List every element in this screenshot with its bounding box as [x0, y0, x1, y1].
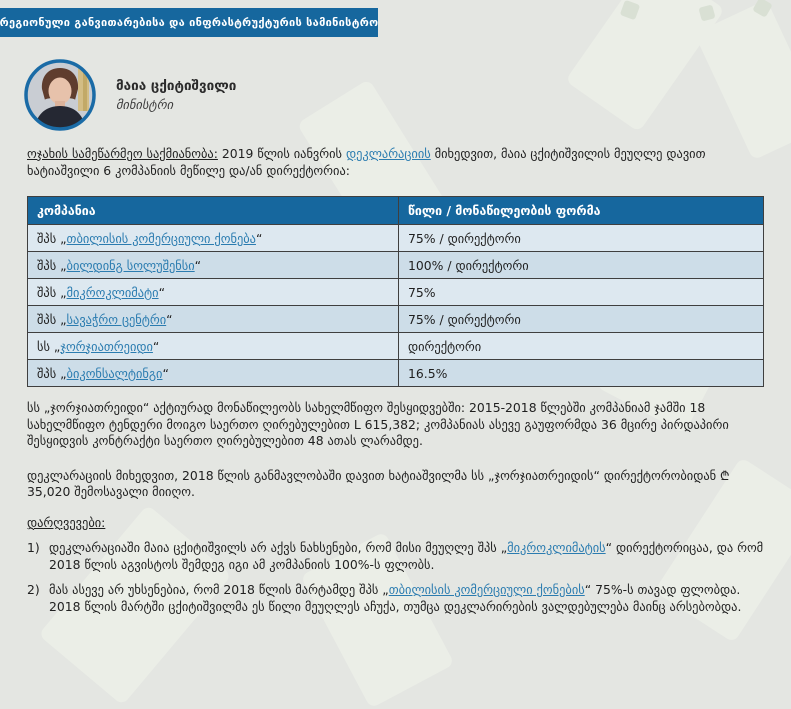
share-cell: დირექტორი: [399, 333, 764, 360]
table-header-share: წილი / მონაწილეობის ფორმა: [399, 197, 764, 225]
declaration-link[interactable]: დეკლარაციის: [345, 146, 431, 161]
company-link-tbilisi-commercial-property[interactable]: თბილისის კომერციული ქონება: [66, 230, 256, 246]
company-link-microclimate[interactable]: მიკროკლიმატი: [66, 284, 159, 300]
company-cell: [28, 252, 399, 279]
minister-portrait-image: [24, 59, 96, 131]
violation-text-after-link: “ 75%-ს თავად ფლობდა. 2018 წლის მარტში ცქიტიშვილმა ეს წილი მეუღლეს აჩუქა, თუმცა დეკლარირების ვალდებულება მაინც არსებობდა.: [49, 582, 742, 614]
share-cell: 16.5%: [399, 360, 764, 387]
share-cell: 75% / დირექტორი: [399, 225, 764, 252]
table-row: [28, 360, 764, 387]
violation-text-before-link: დეკლარაციაში მაია ცქიტიშვილს არ აქვს ნახსენები, რომ მისი მეუღლე შპს „: [49, 540, 508, 555]
intro-paragraph: [27, 146, 765, 179]
company-prefix: შპს „: [37, 284, 67, 300]
violation-number: 1): [27, 540, 40, 555]
table-row: [28, 225, 764, 252]
violation-text: [49, 540, 765, 573]
company-prefix: შპს „: [37, 257, 67, 273]
report-content: [27, 146, 765, 615]
company-suffix: “: [166, 311, 173, 327]
ministry-title: რეგიონული განვითარებისა და ინფრასტრუქტურის სამინისტრო: [0, 16, 379, 29]
company-cell: [28, 306, 399, 333]
company-suffix: “: [194, 257, 202, 273]
company-suffix: “: [255, 230, 263, 246]
share-cell: 75% / დირექტორი: [399, 306, 764, 333]
company-suffix: “: [152, 338, 160, 354]
company-suffix: “: [162, 365, 169, 381]
violation-item-2: [27, 582, 765, 615]
company-cell: [28, 333, 399, 360]
family-business-label: ოჯახის სამეწარმეო საქმიანობა:: [27, 146, 218, 161]
company-prefix: შპს „: [37, 365, 67, 381]
table-row: [28, 252, 764, 279]
company-suffix: “: [158, 284, 165, 300]
companies-table: [27, 196, 764, 387]
table-header-row: [28, 197, 764, 225]
minister-profile: [24, 59, 236, 131]
violation-number: 2): [27, 582, 40, 597]
violations-heading: დარღვევები:: [27, 514, 106, 530]
procurement-paragraph: სს „ჯორჯიათრეიდი“ აქტიურად მონაწილეობს სახელმწიფო შესყიდვებში: 2015-2018 წლებში კომპანიამ ჯამში 18 სახელმწიფო ტენდერი მოიგო საერთო ღირებულებით L 615,382; კომპანიას ასევე გაუფორმდა 36 მცირე პირდაპირი შესყიდვის კონტრაქტი საერთო ღირებულებით 48 ათას ლარამდე.: [27, 400, 729, 448]
table-row: [28, 279, 764, 306]
table-row: [28, 333, 764, 360]
company-link-trade-center[interactable]: სავაჭრო ცენტრი: [66, 311, 167, 327]
company-prefix: შპს „: [37, 311, 67, 327]
minister-info: [116, 78, 236, 112]
income-paragraph: დეკლარაციის მიხედვით, 2018 წლის განმავლობაში დავით ხატიაშვილმა სს „ჯორჯიათრეიდის“ დირექტორობიდან ₾ 35,020 შემოსავალი მიიღო.: [27, 467, 730, 499]
company-link-georgiatrade[interactable]: ჯორჯიათრეიდი: [60, 338, 153, 354]
company-cell: [28, 360, 399, 387]
violation-item-1: [27, 540, 765, 573]
share-cell: 100% / დირექტორი: [399, 252, 764, 279]
company-cell: [28, 225, 399, 252]
intro-text-before-link: 2019 წლის იანვრის: [217, 146, 346, 161]
intro-text-after-link: მიხედვით, მაია ცქიტიშვილის მეუღლე დავით ხატიაშვილი 6 კომპანიის მეწილე და/ან დირექტორია:: [27, 146, 706, 178]
minister-role: მინისტრი: [116, 97, 174, 112]
ministry-header-bar: [0, 8, 378, 37]
company-prefix: სს „: [37, 338, 61, 354]
company-prefix: შპს „: [37, 230, 67, 246]
company-link-biconsulting[interactable]: ბიკონსალტინგი: [66, 365, 163, 381]
company-link-building-solutions[interactable]: ბილდინგ სოლუშენსი: [66, 257, 195, 273]
table-header-company: კომპანია: [28, 197, 399, 225]
minister-name: მაია ცქიტიშვილი: [116, 78, 237, 94]
minister-photo: [24, 59, 96, 131]
company-cell: [28, 279, 399, 306]
table-row: [28, 306, 764, 333]
violation-text: [49, 582, 765, 615]
tbilisi-commercial-property-link[interactable]: თბილისის კომერციული ქონების: [388, 582, 585, 597]
share-cell: 75%: [399, 279, 764, 306]
violation-text-before-link: მას ასევე არ უხსენებია, რომ 2018 წლის მარტამდე შპს „: [49, 582, 389, 597]
violation-text-after-link: “ დირექტორიცაა, და რომ 2018 წლის აგვისტოს შემდეგ იგი ამ კომპანიის 100%-ს ფლობს.: [49, 540, 764, 572]
microclimate-link[interactable]: მიკროკლიმატის: [507, 540, 606, 555]
